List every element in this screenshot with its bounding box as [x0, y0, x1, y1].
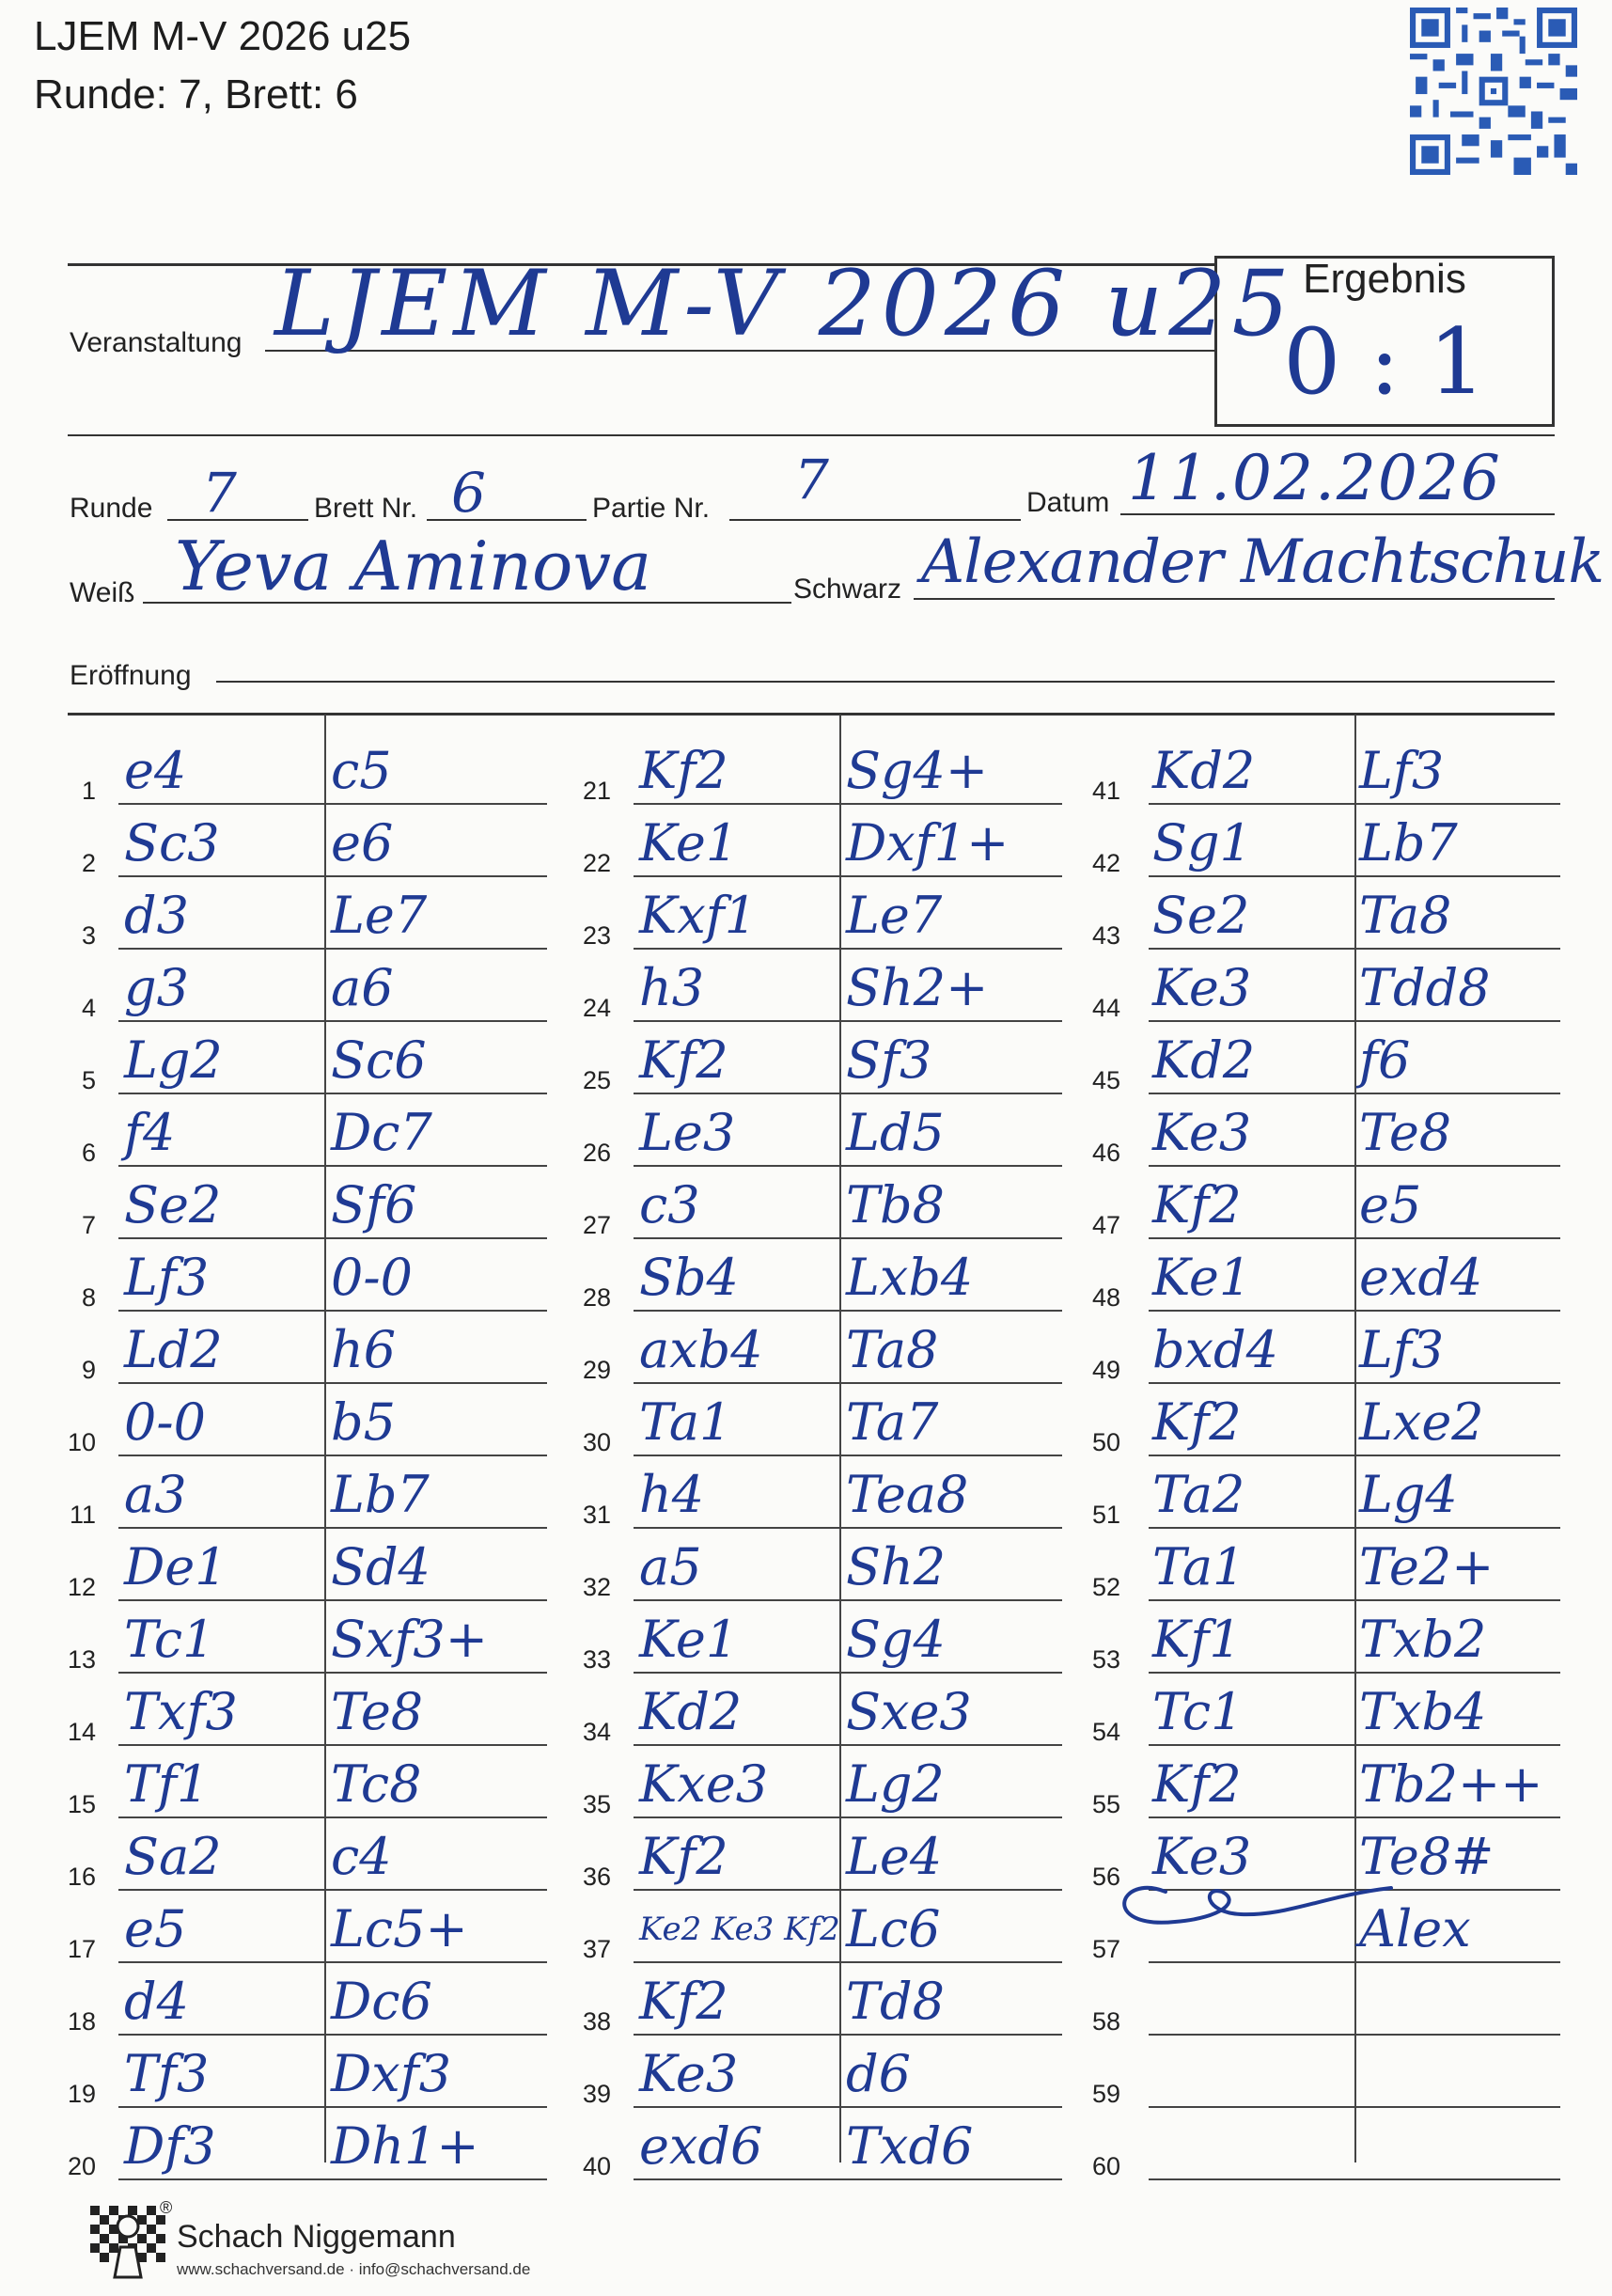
black-move: Tb2++	[1359, 1754, 1543, 1814]
black-move: Tb8	[846, 1175, 945, 1234]
black-move: Sf6	[331, 1175, 417, 1234]
move-number: 10	[67, 1428, 96, 1456]
white-move: Tf1	[124, 1754, 210, 1814]
game-value: 7	[794, 448, 829, 511]
white-move: c3	[639, 1175, 700, 1234]
move-number: 49	[1091, 1356, 1120, 1384]
white-move: Ta1	[639, 1392, 732, 1452]
white-move: Kf2	[639, 1827, 728, 1886]
footer-contact: www.schachversand.de · info@schachversand.de	[177, 2260, 531, 2278]
white-move: Txf3	[124, 1682, 238, 1741]
black-move: Sc6	[331, 1030, 427, 1090]
move-row-line	[634, 948, 1062, 950]
white-move: Ta1	[1152, 1537, 1245, 1596]
move-row-line	[634, 1455, 1062, 1456]
move-row-line	[1149, 1165, 1560, 1167]
black-move: Txb4	[1359, 1682, 1487, 1741]
sheet-header-round: Runde: 7, Brett: 6	[34, 71, 358, 118]
white-move: Ke3	[1152, 958, 1252, 1017]
black-move: Lxb4	[846, 1248, 974, 1307]
move-row-line	[1149, 2034, 1560, 2036]
move-row-line	[634, 875, 1062, 877]
move-row-line	[1149, 1599, 1560, 1601]
black-move: Sxf3+	[331, 1610, 489, 1669]
black-move: Sd4	[331, 1537, 430, 1596]
white-move: Kd2	[639, 1682, 743, 1741]
result-value: 0 : 1	[1283, 309, 1486, 415]
move-row-line	[634, 1744, 1062, 1746]
black-move: Dh1+	[331, 2116, 479, 2176]
white-label: Weiß	[70, 577, 135, 608]
move-row-line	[118, 875, 547, 877]
move-row-line	[1149, 948, 1560, 950]
move-number: 11	[69, 1501, 96, 1529]
black-move: Te8	[331, 1682, 424, 1741]
move-number: 47	[1091, 1211, 1120, 1239]
column-divider	[1354, 715, 1356, 2162]
move-number: 14	[67, 1718, 96, 1746]
black-move: Te8	[1359, 1103, 1452, 1162]
black-move: Lxe2	[1359, 1392, 1484, 1452]
white-move: Kd2	[1152, 1030, 1256, 1090]
move-number: 40	[582, 2152, 611, 2180]
round-label: Runde	[70, 493, 153, 524]
black-move: Tdd8	[1359, 958, 1491, 1017]
white-move: g3	[124, 958, 189, 1017]
white-move: Df3	[124, 2116, 216, 2176]
move-number: 23	[582, 921, 611, 950]
event-label: Veranstaltung	[70, 327, 243, 358]
black-move: Td8	[846, 1972, 945, 2031]
move-number: 27	[582, 1211, 611, 1239]
black-move: e5	[1359, 1175, 1422, 1234]
black-move: Tc8	[331, 1754, 422, 1814]
white-move: Kxf1	[639, 886, 758, 945]
move-row-line	[118, 803, 547, 805]
black-move: Lb7	[331, 1465, 430, 1524]
move-row-line	[634, 1816, 1062, 1818]
move-number: 12	[67, 1573, 96, 1601]
white-move: exd6	[639, 2116, 763, 2176]
move-number: 56	[1091, 1863, 1120, 1891]
white-move: Ke3	[639, 2044, 739, 2103]
move-number: 25	[582, 1066, 611, 1094]
move-number: 31	[582, 1501, 611, 1529]
move-number: 53	[1091, 1645, 1120, 1674]
white-move: Sb4	[639, 1248, 739, 1307]
move-number: 51	[1091, 1501, 1120, 1529]
move-number: 6	[81, 1139, 96, 1167]
black-move: Lg2	[846, 1754, 945, 1814]
column-divider	[324, 715, 326, 2162]
move-row-line	[1149, 2106, 1560, 2108]
black-move: Dc6	[331, 1972, 432, 2031]
black-move: Ta8	[1359, 886, 1452, 945]
move-row-line	[1149, 1093, 1560, 1094]
move-row-line	[118, 1020, 547, 1022]
move-number: 55	[1091, 1790, 1120, 1818]
move-row-line	[1149, 1020, 1560, 1022]
white-move: Sa2	[124, 1827, 222, 1886]
black-move: Ta8	[846, 1320, 939, 1379]
black-move: Le7	[846, 886, 943, 945]
white-move: Ke3	[1152, 1827, 1252, 1886]
move-number: 50	[1091, 1428, 1120, 1456]
move-number: 28	[582, 1283, 611, 1312]
black-move: Dc7	[331, 1103, 432, 1162]
white-move: Ke1	[1152, 1248, 1252, 1307]
date-label: Datum	[1026, 487, 1110, 518]
white-move: Tc1	[124, 1610, 215, 1669]
move-row-line	[1149, 1816, 1560, 1818]
white-move: d3	[124, 886, 189, 945]
move-number: 46	[1091, 1139, 1120, 1167]
white-move: Kxe3	[639, 1754, 769, 1814]
move-row-line	[118, 1165, 547, 1167]
move-number: 13	[67, 1645, 96, 1674]
white-move: Tf3	[124, 2044, 210, 2103]
move-row-line	[634, 1527, 1062, 1529]
move-row-line	[118, 2034, 547, 2036]
move-row-line	[634, 1961, 1062, 1963]
move-row-line	[634, 1889, 1062, 1891]
move-row-line	[118, 1889, 547, 1891]
black-move: Te8#	[1359, 1827, 1495, 1886]
white-move: Ke1	[639, 1610, 739, 1669]
move-row-line	[118, 1310, 547, 1312]
move-row-line	[1149, 1455, 1560, 1456]
move-row-line	[118, 1093, 547, 1094]
black-move: c4	[331, 1827, 392, 1886]
black-move: Alex	[1359, 1899, 1471, 1958]
black-move: Lb7	[1359, 813, 1458, 873]
move-number: 54	[1091, 1718, 1120, 1746]
white-move: Kf2	[1152, 1175, 1242, 1234]
black-move: Dxf1+	[846, 813, 1009, 873]
move-row-line	[118, 1816, 547, 1818]
move-number: 4	[81, 994, 96, 1022]
sheet-header-title: LJEM M-V 2026 u25	[34, 13, 412, 59]
move-row-line	[1149, 1672, 1560, 1674]
move-row-line	[634, 2178, 1062, 2180]
white-move: Ke2 Ke3 Kf2	[639, 1911, 840, 1948]
white-move: Kd2	[1152, 741, 1256, 800]
move-number: 8	[81, 1283, 96, 1312]
move-row-line	[118, 2178, 547, 2180]
black-move: Lf3	[1359, 1320, 1445, 1379]
white-move: Lg2	[124, 1030, 223, 1090]
black-move: Sf3	[846, 1030, 932, 1090]
move-number: 37	[582, 1935, 611, 1963]
move-row-line	[634, 1310, 1062, 1312]
white-move: Le3	[639, 1103, 736, 1162]
white-move: Sc3	[124, 813, 220, 873]
move-row-line	[1149, 2178, 1560, 2180]
white-move: De1	[124, 1537, 227, 1596]
white-move: Ld2	[124, 1320, 223, 1379]
move-number: 57	[1091, 1935, 1120, 1963]
move-number: 5	[81, 1066, 96, 1094]
move-row-line	[118, 1744, 547, 1746]
white-move: Se2	[1152, 886, 1250, 945]
white-move: Tc1	[1152, 1682, 1244, 1741]
move-row-line	[118, 1382, 547, 1384]
move-row-line	[1149, 803, 1560, 805]
chess-logo-icon	[90, 2206, 165, 2281]
black-move: b5	[331, 1392, 396, 1452]
move-row-line	[634, 1672, 1062, 1674]
move-row-line	[118, 2106, 547, 2108]
opening-label: Eröffnung	[70, 660, 192, 691]
move-number: 15	[67, 1790, 96, 1818]
move-row-line	[634, 1382, 1062, 1384]
move-number: 21	[582, 777, 611, 805]
white-move: h4	[639, 1465, 705, 1524]
move-number: 44	[1091, 994, 1120, 1022]
white-move: axb4	[639, 1320, 763, 1379]
black-move: e6	[331, 813, 394, 873]
white-move: Kf1	[1152, 1610, 1242, 1669]
move-row-line	[1149, 1310, 1560, 1312]
board-value: 6	[451, 461, 486, 525]
black-move: h6	[331, 1320, 397, 1379]
date-value: 11.02.2026	[1128, 442, 1502, 514]
black-move: Sg4	[846, 1610, 946, 1669]
black-player-name: Alexander Machtschuk	[921, 527, 1604, 597]
white-move: Ke3	[1152, 1103, 1252, 1162]
move-row-line	[634, 803, 1062, 805]
black-move: Le7	[331, 886, 428, 945]
black-move: Dxf3	[331, 2044, 452, 2103]
move-row-line	[118, 948, 547, 950]
black-move: Lc6	[846, 1899, 941, 1958]
move-row-line	[1149, 1961, 1560, 1963]
move-row-line	[634, 2106, 1062, 2108]
black-move: Txd6	[846, 2116, 974, 2176]
black-move: Sxe3	[846, 1682, 972, 1741]
move-row-line	[634, 1093, 1062, 1094]
black-move: d6	[846, 2044, 911, 2103]
black-move: f6	[1359, 1030, 1411, 1090]
game-label: Partie Nr.	[592, 493, 711, 524]
black-move: a6	[331, 958, 394, 1017]
move-row-line	[118, 1237, 547, 1239]
white-move: Kf2	[639, 1030, 728, 1090]
move-number: 29	[582, 1356, 611, 1384]
white-move: bxd4	[1152, 1320, 1278, 1379]
white-signature-icon	[1109, 1864, 1401, 1939]
white-move: e4	[124, 741, 187, 800]
move-number: 35	[582, 1790, 611, 1818]
white-move: Kf2	[1152, 1754, 1242, 1814]
black-move: Te2+	[1359, 1537, 1495, 1596]
move-row-line	[634, 1020, 1062, 1022]
move-row-line	[634, 1165, 1062, 1167]
move-row-line	[118, 1961, 547, 1963]
move-number: 59	[1091, 2080, 1120, 2108]
move-number: 34	[582, 1718, 611, 1746]
move-row-line	[118, 1599, 547, 1601]
move-number: 38	[582, 2007, 611, 2036]
black-move: Ta7	[846, 1392, 939, 1452]
white-move: e5	[124, 1899, 187, 1958]
move-number: 24	[582, 994, 611, 1022]
black-move: 0-0	[331, 1248, 413, 1307]
black-move: Ld5	[846, 1103, 945, 1162]
move-row-line	[118, 1527, 547, 1529]
move-number: 30	[582, 1428, 611, 1456]
move-row-line	[1149, 1744, 1560, 1746]
move-number: 26	[582, 1139, 611, 1167]
round-value: 7	[202, 461, 237, 525]
black-move: Tea8	[846, 1465, 969, 1524]
white-move: Lf3	[124, 1248, 210, 1307]
move-number: 42	[1091, 849, 1120, 877]
move-number: 45	[1091, 1066, 1120, 1094]
black-move: Le4	[846, 1827, 943, 1886]
move-number: 22	[582, 849, 611, 877]
event-value: LJEM M-V 2026 u25	[274, 251, 1295, 356]
move-row-line	[1149, 1527, 1560, 1529]
white-move: Kf2	[639, 741, 728, 800]
black-move: Lf3	[1359, 741, 1445, 800]
white-move: f4	[124, 1103, 176, 1162]
move-row-line	[634, 1599, 1062, 1601]
black-move: Txb2	[1359, 1610, 1487, 1669]
move-number: 1	[81, 777, 96, 805]
white-move: Kf2	[1152, 1392, 1242, 1452]
move-row-line	[1149, 1382, 1560, 1384]
move-row-line	[634, 1237, 1062, 1239]
move-row-line	[634, 2034, 1062, 2036]
black-move: Sg4+	[846, 741, 989, 800]
move-row-line	[118, 1455, 547, 1456]
move-number: 39	[582, 2080, 611, 2108]
white-move: Sg1	[1152, 813, 1252, 873]
white-move: a5	[639, 1537, 702, 1596]
black-move: Lg4	[1359, 1465, 1458, 1524]
move-number: 33	[582, 1645, 611, 1674]
move-number: 60	[1091, 2152, 1120, 2180]
move-number: 20	[67, 2152, 96, 2180]
move-number: 18	[67, 2007, 96, 2036]
move-row-line	[1149, 1237, 1560, 1239]
move-number: 3	[81, 921, 96, 950]
move-number: 41	[1091, 777, 1120, 805]
move-row-line	[1149, 875, 1560, 877]
black-move: Sh2	[846, 1537, 947, 1596]
white-move: a3	[124, 1465, 187, 1524]
footer-brand: Schach Niggemann	[177, 2219, 456, 2255]
move-number: 58	[1091, 2007, 1120, 2036]
move-number: 32	[582, 1573, 611, 1601]
white-move: Kf2	[639, 1972, 728, 2031]
move-number: 43	[1091, 921, 1120, 950]
move-number: 19	[67, 2080, 96, 2108]
move-number: 52	[1091, 1573, 1120, 1601]
registered-mark: ®	[160, 2198, 173, 2217]
white-move: Se2	[124, 1175, 222, 1234]
white-move: Ke1	[639, 813, 739, 873]
move-number: 9	[81, 1356, 96, 1384]
move-number: 16	[67, 1863, 96, 1891]
move-row-line	[118, 1672, 547, 1674]
move-number: 17	[67, 1935, 96, 1963]
white-move: h3	[639, 958, 705, 1017]
black-move: exd4	[1359, 1248, 1483, 1307]
black-label: Schwarz	[793, 574, 902, 605]
move-number: 48	[1091, 1283, 1120, 1312]
white-move: 0-0	[124, 1392, 206, 1452]
white-player-name: Yeva Aminova	[175, 527, 651, 605]
black-move: Sh2+	[846, 958, 989, 1017]
black-move: c5	[331, 741, 392, 800]
move-number: 2	[81, 849, 96, 877]
move-number: 7	[81, 1211, 96, 1239]
result-label: Ergebnis	[1303, 256, 1466, 302]
move-number: 36	[582, 1863, 611, 1891]
board-label: Brett Nr.	[314, 493, 418, 524]
white-move: d4	[124, 1972, 189, 2031]
white-move: Ta2	[1152, 1465, 1245, 1524]
black-move: Lc5+	[331, 1899, 468, 1958]
